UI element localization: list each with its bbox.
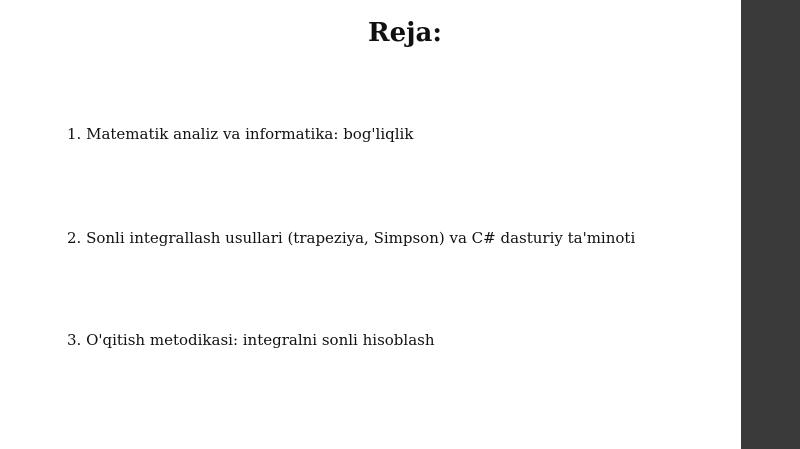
side-panel [741, 0, 800, 449]
plan-item-3: 3. O'qitish metodikasi: integralni sonli hisoblash [67, 331, 435, 349]
slide-title: Reja: [367, 18, 442, 48]
plan-item-2: 2. Sonli integrallash usullari (trapeziya, Simpson) va C# dasturiy ta'minoti [67, 229, 636, 247]
plan-item-1: 1. Matematik analiz va informatika: bog'liqlik [67, 125, 414, 143]
